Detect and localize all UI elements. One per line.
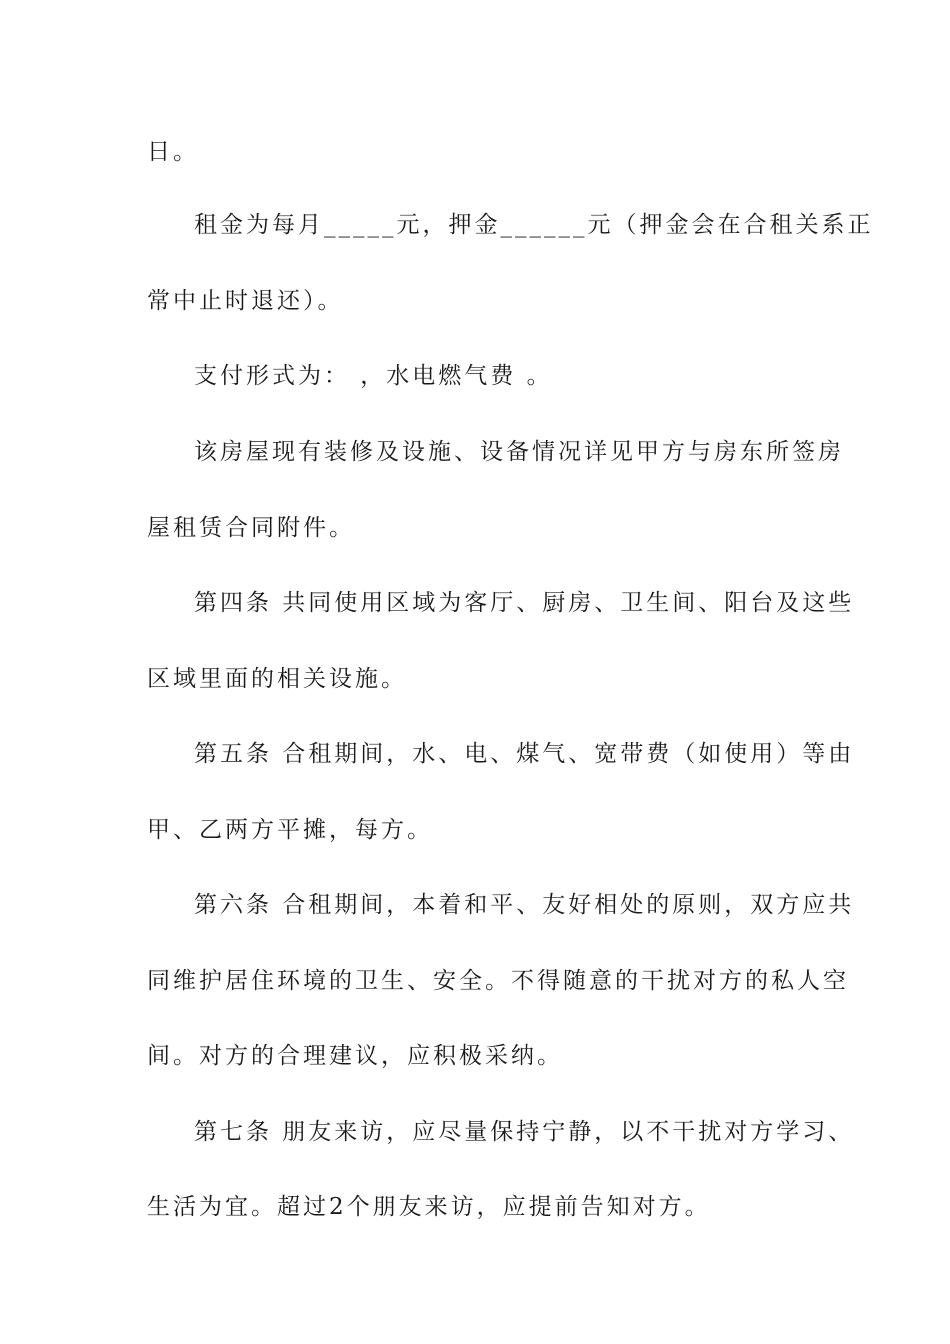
paragraph-line: 屋租赁合同附件。 (147, 515, 355, 541)
paragraph-line: 第六条 合租期间，本着和平、友好相处的原则，双方应共 (194, 892, 855, 918)
paragraph-line: 第四条 共同使用区域为客厅、厨房、卫生间、阳台及这些 (194, 590, 855, 616)
paragraph-line: 常中止时退还）。 (147, 288, 344, 314)
paragraph-line: 甲、乙两方平摊，每方。 (147, 817, 433, 843)
paragraph-line: 该房屋现有装修及设施、设备情况详见甲方与房东所签房 (194, 439, 844, 465)
paragraph-line: 间。对方的合理建议，应积极采纳。 (147, 1043, 563, 1069)
paragraph-line: 区域里面的相关设施。 (147, 666, 407, 692)
paragraph-line: 第五条 合租期间，水、电、煤气、宽带费（如使用）等由 (194, 741, 855, 767)
paragraph-line: 生活为宜。超过2个朋友来访，应提前告知对方。 (147, 1194, 711, 1220)
paragraph-line: 租金为每月_____元，押金______元（押金会在合租关系正 (194, 212, 874, 238)
paragraph-line: 第七条 朋友来访，应尽量保持宁静，以不干扰对方学习、 (194, 1119, 855, 1145)
paragraph-line: 支付形式为： ，水电燃气费 。 (194, 363, 553, 389)
paragraph-line: 同维护居住环境的卫生、安全。不得随意的干扰对方的私人空 (147, 968, 849, 994)
paragraph-line: 日。 (147, 139, 199, 165)
